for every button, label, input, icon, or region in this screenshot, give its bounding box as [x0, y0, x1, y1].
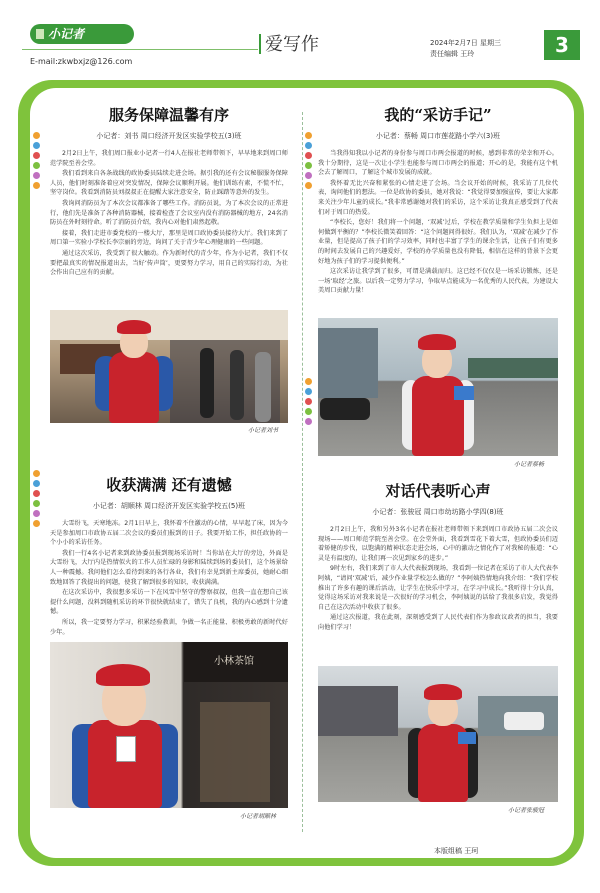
paragraph: 2月2日上午，我们周口报业小记者一行4人在报社老师带领下，早早地来到周口师范学院至善会堂。 [50, 150, 288, 167]
paragraph: 我们一行4名小记者来到政协委员报到现场采访时！当你站在大厅的旁边，外面是大雪纷飞，大厅内是热情似火的工作人员忙碌的身影和陆续到场的委员们，这个场景给人一种震撼。我问他们怎么看待到来的各行各业，我们有幸见到新主席委员，她耐心细致地回答了我提出的问题，使我了解到很多的知识，收获满满。 [50, 549, 288, 586]
paragraph: 大雪纷飞，天寒地冻。2月1日早上，我怀着不住激动的心情，早早起了床，因为今天是参加周口市政协五届二次会议的委员们报到的日子。我要开始工作，担任政协的一个小小的采访任务。 [50, 520, 288, 547]
photo-caption: 小记者刘书 [248, 427, 279, 434]
paragraph: 我怀着无比兴奋和紧张的心情走进了会场。当会议开始的时候，我采访了几位代表，询问他们的想法。一位是政协的委员，她对我说：“我觉得要加强宣传，要让大家都来关注少年儿童的成长。”我非常感谢她对我们的采访，这个采访让我真正感受到了代表们对于周口的热爱。 [318, 179, 558, 216]
decorative-dots-mid-lower [304, 378, 314, 428]
header-rule [22, 49, 258, 50]
decorative-dots-left-bottom [32, 470, 42, 530]
paragraph: 当我得知我以小记者的身份参与周口市两会报道的时候，感到非常的荣幸和开心。我十分期待，这是一次让小学生也能参与周口市两会的报道；开心的是，我能有这个机会去了解周口，了解这个城市发展的成就。 [318, 150, 558, 177]
column-divider [302, 112, 304, 832]
article-title: 服务保障温馨有序 [108, 106, 229, 124]
issue-date: 2024年2月7日 星期三 [430, 39, 501, 47]
column-tag: 小记者 [30, 24, 134, 44]
article-byline: 小记者：刘书 周口经济开发区实验学校五(3)班 [96, 132, 242, 140]
paragraph: 这次采访让我学到了很多，可谓是满载而归。这已经不仅仅是一场采访锻炼，还是一场‘取经’之旅。以后我一定努力学习，争取早点能成为一名优秀的人民代表，为建设大美周口贡献力量！ [318, 268, 558, 295]
article-byline: 小记者：张骏冠 周口市幼坊路小学四(8)班 [372, 508, 504, 516]
photo-caption: 小记者胡顺林 [240, 813, 277, 820]
page-number: 3 [544, 30, 580, 60]
reporter-figure [408, 680, 478, 802]
section-title: 爱写作 [265, 30, 319, 56]
paragraph: 所以，我一定要努力学习，积累经验教训，争做一名正能量、积极勇敢的新时代好少年。 [50, 618, 288, 636]
photo-caption: 小记者张骏冠 [508, 807, 545, 814]
photo-reporter-3 [318, 318, 558, 456]
article-byline: 小记者：胡顺林 周口经济开发区实验学校五(5)班 [92, 502, 246, 510]
paragraph: 通过这次报道，我在此刻，深刻感受到了人民代表们作为参政议政者的担当，我要向他们学习！ [318, 614, 558, 631]
page-footer: 本版组稿 王珂 [434, 847, 479, 855]
page-header [0, 0, 600, 78]
article-4 [318, 480, 558, 634]
photo-reporter-1 [50, 310, 288, 423]
reporter-figure [95, 316, 175, 423]
article-3 [318, 104, 558, 297]
article-body [50, 519, 288, 637]
article-title: 我的“采访手记” [384, 106, 492, 124]
paragraph: 9时左右，我们来到了市人大代表报到现场，我看到一位记者在采访了市人大代表李阿姨，“请问‘双减’后，减少作业量学校怎么做的？”李阿姨热情地向我介绍：“我们学校推出了许多有趣的课后活动，让学生在快乐中学习，在学习中成长。”我听得十分认真，觉得这场采访对我来说是一次很好的学习机会，李阿姨说的话给了我很多启发，我觉得自己在这次活动中收获了很多。 [318, 565, 558, 611]
email-address: E-mail:zkwbxjz@126.com [30, 57, 133, 66]
paragraph: 通过这次采访，我受到了很大触动。作为新时代的青少年，作为小记者，我们不仅要把最真实的情况报道出去，当好‘传声筒’，更要努力学习，用自己的实际行动，为社会作出自己应有的贡献。 [50, 249, 288, 277]
paragraph: “李校长，您好！我们将一个问题，‘双减’过后，学校在教学质量和学生负担上是如何做到平衡的？”李校长微笑着回答：“这个问题问得很好。我们认为，‘双减’在减少了作业量，但是提高了孩子们的学习效率，同时也丰富了学生的课余生活，让孩子们有更多的时间去发展自己的兴趣爱好，学校的办学质量也没有降低，相信在这样的背景下会更好地为孩子们的学习提供便利。” [318, 219, 558, 265]
photo-caption: 小记者蔡畅 [514, 461, 545, 468]
paragraph: 我们看到来自各条战线的政协委员陆续走进会场。据引我的还有会议秘服服务保障人员，他们时刻准备着应对突发情况，保障会议顺利开展。他们训练有素，不慌不忙，坚守岗位。我看到消防员刘叔叔正在提醒大家注意安全，防止踩踏等意外的发生。 [50, 170, 288, 197]
reporter-figure [402, 330, 474, 456]
photo-sign-text: 小林茶馆 [214, 656, 254, 667]
photo-reporter-4 [318, 666, 558, 802]
photo-reporter-2 [50, 642, 288, 808]
article-byline: 小记者：蔡畅 周口市莲花路小学六(3)班 [375, 132, 501, 140]
paragraph: 我询问消防员为了本次会议都准备了哪些工作。消防员说，为了本次会议的正常进行，他们先是准备了各种消防器械，接着检查了会议室内没有消防器械的地方，24名消防员在外时刻待命。听了消防员介绍，我内心对他们肃然起敬。 [50, 199, 288, 227]
paragraph: 接着，我们走进市委党校的一楼大厅，那里是周口政协委员接待大厅。我们来到了周口第一实验小学校长李宗丽的旁边，询问了关于青少年心理健康的一些问题。 [50, 229, 288, 247]
article-1 [50, 104, 288, 279]
article-body [50, 149, 288, 278]
decorative-dots-left-top [32, 132, 42, 192]
responsible-editor: 责任编辑 王玲 [430, 50, 475, 58]
reporter-figure [70, 660, 180, 808]
article-body [318, 149, 558, 296]
article-body [318, 525, 558, 633]
article-title: 对话代表听心声 [385, 482, 491, 500]
decorative-dots-mid-top [304, 132, 314, 192]
article-title: 收获满满 还有遗憾 [106, 476, 232, 494]
article-2 [50, 474, 288, 638]
paragraph: 在这次采访中，我很想多采访一下在风雪中坚守的警察叔叔，但我一直在想自己该提什么问题，没料到随机采访的环节很快就结束了，错失了良机，我的内心感到十分遗憾。 [50, 589, 288, 616]
paragraph: 2月2日上午，我和另外3名小记者在报社老师带领下来到周口市政协五届二次会议现场——周口师范学院至善会堂。在会堂外面，我看到雪花下着大雪，但政协委员们迈着矫健的步伐，以饱满的精神状态走进会场，心中的激动之情化作了对我秘的报道：“心灵是有温度的，让我们再一次见到家乡的进步。” [318, 526, 558, 562]
